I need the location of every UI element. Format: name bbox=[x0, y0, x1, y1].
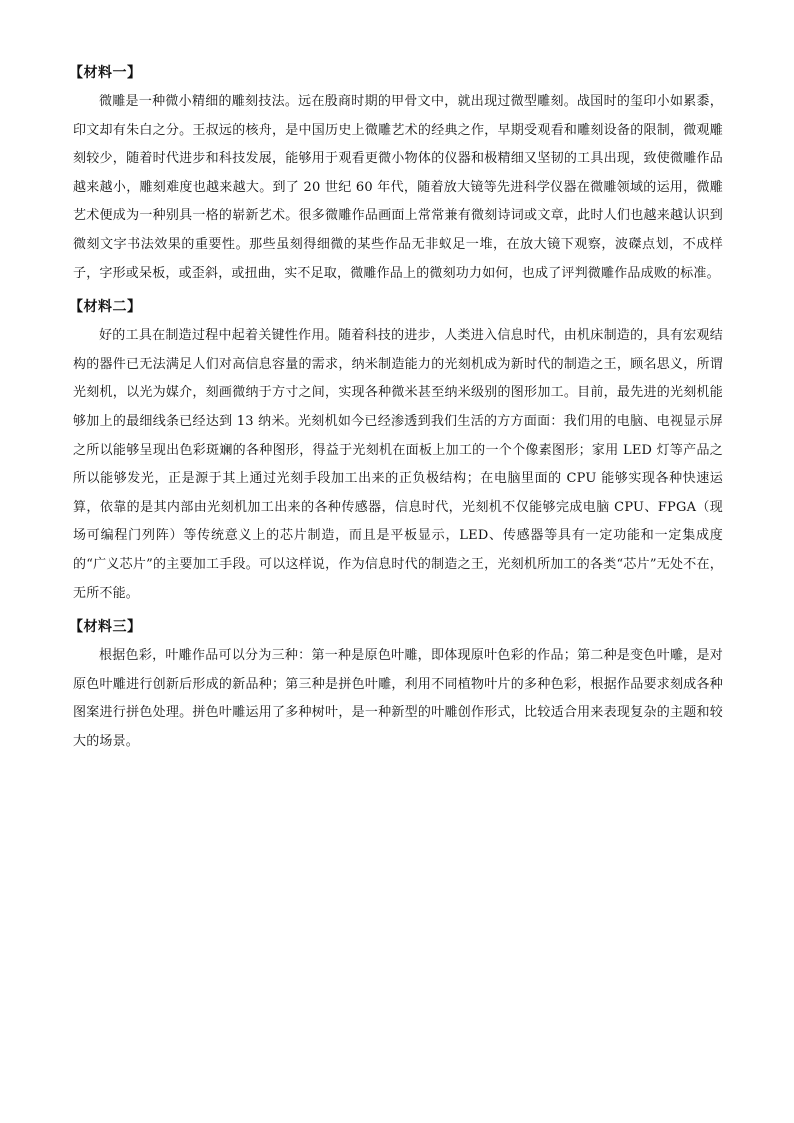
material-three-section bbox=[69, 616, 723, 756]
material-three-paragraph: 根据色彩，叶雕作品可以分为三种：第一种是原色叶雕，即体现原叶色彩的作品；第二种是变色叶雕，是对原色叶雕进行创新后形成的新品种；第三种是拼色叶雕，利用不同植物叶片的多种色彩，根据作品要求刻成各种图案进行拼色处理。拼色叶雕运用了多种树叶，是一种新型的叶雕创作形式，比较适合用来表现复杂的主题和较大的场景。 bbox=[73, 648, 723, 749]
material-one-heading: 【材料一】 bbox=[69, 65, 142, 81]
document-page bbox=[69, 62, 723, 764]
material-two-heading: 【材料二】 bbox=[69, 299, 142, 316]
material-two-paragraph: 好的工具在制造过程中起着关键性作用。随着科技的进步，人类进入信息时代，由机床制造的，具有宏观结构的器件已无法满足人们对高信息容量的需求，纳米制造能力的光刻机成为新时代的制造之王，顾名思义，所谓光刻机，以光为媒介，刻画微纳于方寸之间，实现各种微米甚至纳米级别的图形加工。目前，最先进的光刻机能够加上的最细线条已经达到 13 纳米。光刻机如今已经渗透到我们生活的方方面面：我们用的电脑、电视显示屏之所以能够呈现出色彩斑斓的各种图形，得益于光刻机在面板上加工的一个个像素图形；家用 LED 灯等产品之所以能够发光，正是源于其上通过光刻手段加工出来的正负极结构；在电脑里面的 CPU 能够实现各种快速运算，依靠的是其内部由光刻机加工出来的各种传感器，信息时代，光刻机不仅能够完成电脑 CPU、FPGA（现场可编程门列阵）等传统意义上的芯片制造，而且是平板显示，LED、传感器等具有一定功能和一定集成度的“广义芯片”的主要加工手段。可以这样说，作为信息时代的制造之王，光刻机所加工的各类“芯片”无处不在，无所不能。 bbox=[73, 328, 723, 601]
material-three-heading: 【材料三】 bbox=[69, 619, 142, 636]
material-one-paragraph: 微雕是一种微小精细的雕刻技法。远在殷商时期的甲骨文中，就出现过微型雕刻。战国时的玺印小如累黍，印文却有朱白之分。王叔远的核舟，是中国历史上微雕艺术的经典之作，早期受观看和雕刻设备的限制，微观雕刻较少，随着时代进步和科技发展，能够用于观看更微小物体的仪器和极精细又坚韧的工具出现，致使微雕作品越来越小，雕刻难度也越来越大。到了 20 世纪 60 年代，随着放大镜等先进科学仪器在微雕领域的运用，微雕艺术便成为一种别具一格的崭新艺术。很多微雕作品画面上常常兼有微刻诗词或文章，此时人们也越来越认识到微刻文字书法效果的重要性。那些虽刻得细微的某些作品无非蚁足一堆，在放大镜下观察，波磔点划，不成样子，字形或呆板，或歪斜，或扭曲，实不足取，微雕作品上的微刻功力如何，也成了评判微雕作品成败的标准。 bbox=[73, 94, 723, 281]
material-two-section bbox=[69, 296, 723, 608]
material-one-section bbox=[69, 62, 723, 288]
